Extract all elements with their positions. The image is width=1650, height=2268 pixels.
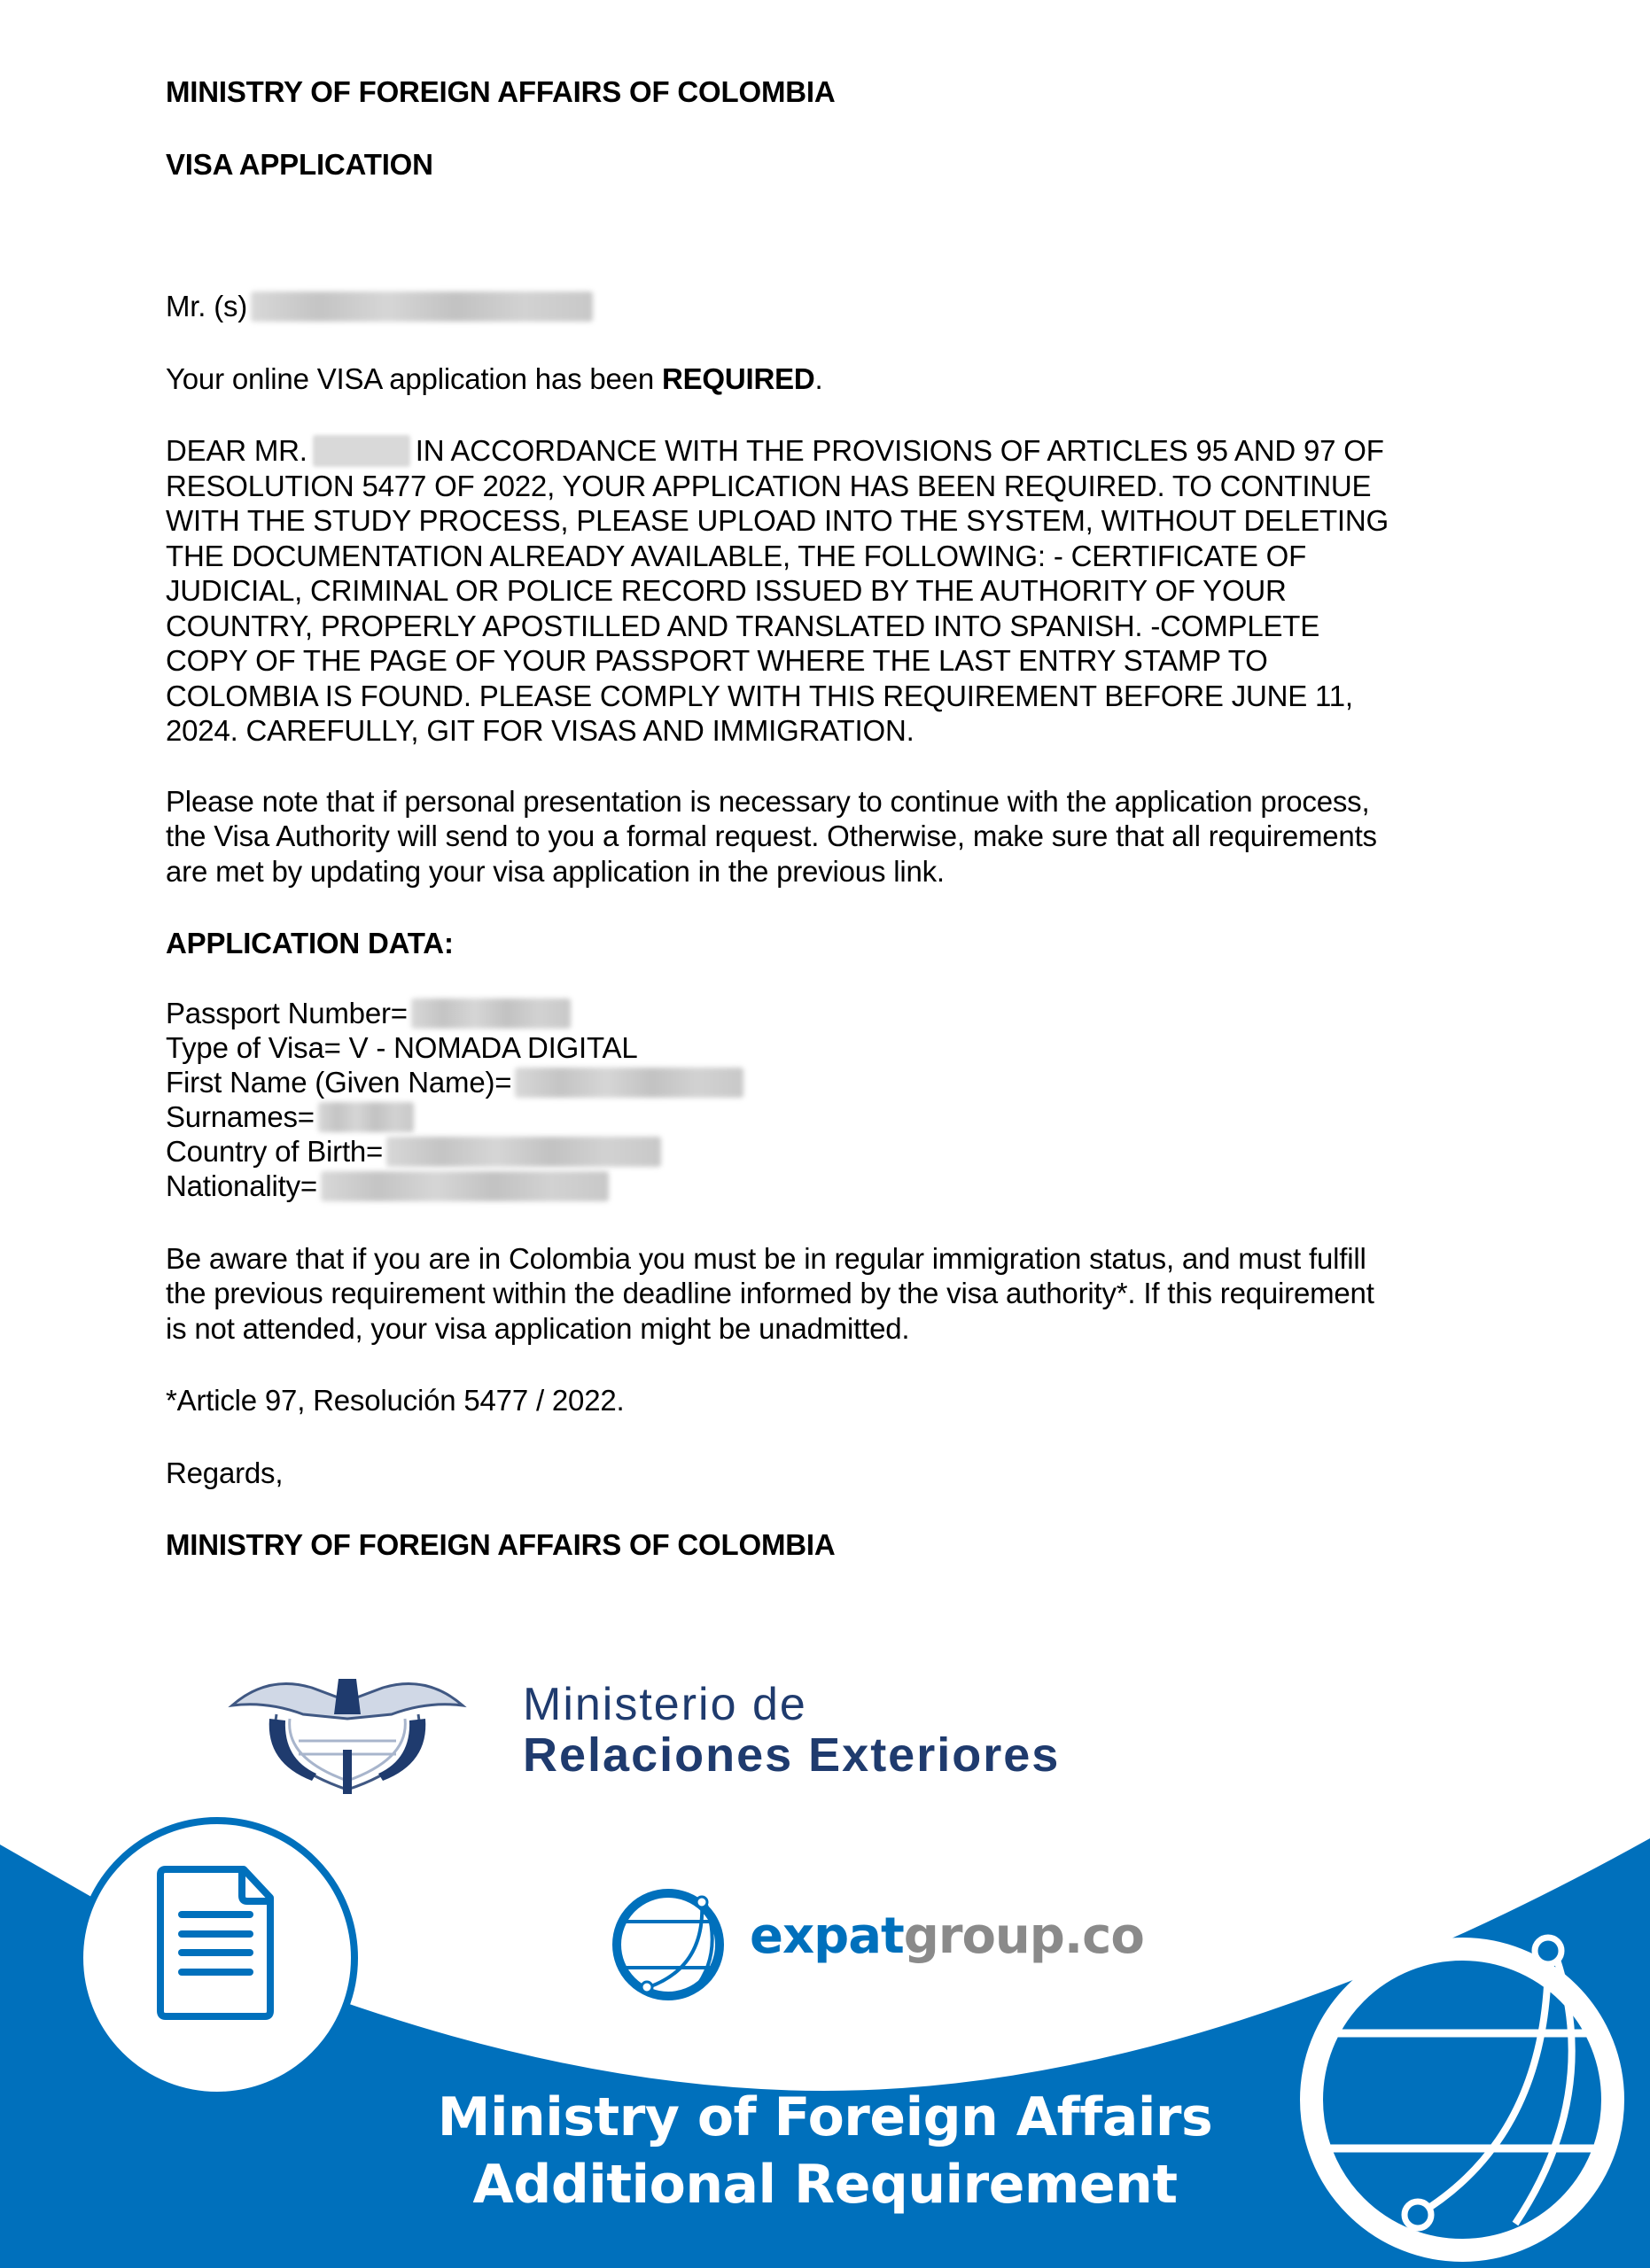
application-data-list	[166, 997, 1459, 1204]
note-line: the Visa Authority will send to you a formal request. Otherwise, make sure that all requirements	[166, 819, 1377, 852]
redacted-value	[515, 1068, 743, 1098]
field-country-of-birth	[166, 1135, 1459, 1169]
note-line: are met by updating your visa application in the previous link.	[166, 854, 945, 888]
footnote: *Article 97, Resolución 5477 / 2022.	[166, 1384, 625, 1417]
expat-wordmark-blue: expat	[750, 1907, 904, 1965]
letter-body	[166, 74, 1459, 1563]
banner-title-line-2: Additional Requirement	[472, 2154, 1178, 2216]
requirement-paragraph	[166, 433, 1459, 749]
requirement-line: JUDICIAL, CRIMINAL OR POLICE RECORD ISSUED BY THE AUTHORITY OF YOUR	[166, 574, 1287, 607]
warning-paragraph	[166, 1241, 1459, 1347]
redacted-value	[318, 1102, 414, 1132]
field-label: Type of Visa= V - NOMADA DIGITAL	[166, 1031, 638, 1065]
field-label: Passport Number=	[166, 997, 408, 1030]
requirement-line: COPY OF THE PAGE OF YOUR PASSPORT WHERE THE LAST ENTRY STAMP TO	[166, 644, 1268, 677]
requirement-line: THE DOCUMENTATION ALREADY AVAILABLE, THE FOLLOWING: - CERTIFICATE OF	[166, 539, 1307, 572]
ministry-wordmark	[523, 1679, 1061, 1782]
requirement-text: IN ACCORDANCE WITH THE PROVISIONS OF ARTICLES 95 AND 97 OF	[415, 434, 1384, 467]
application-data-heading: APPLICATION DATA:	[166, 927, 454, 959]
note-line: Please note that if personal presentation is necessary to continue with the application process,	[166, 784, 1370, 818]
signature: MINISTRY OF FOREIGN AFFAIRS OF COLOMBIA	[166, 1528, 836, 1561]
salutation	[166, 289, 1459, 324]
warning-line: Be aware that if you are in Colombia you must be in regular immigration status, and must fulfill	[166, 1241, 1366, 1275]
warning-line: the previous requirement within the deadline informed by the visa authority*. If this requirement	[166, 1277, 1374, 1309]
field-label: Country of Birth=	[166, 1135, 384, 1169]
ministry-line-2: Relaciones Exteriores	[523, 1728, 1061, 1782]
salutation-prefix: Mr. (s)	[166, 290, 248, 322]
expat-globe-icon	[608, 1883, 732, 2007]
field-label: Surnames=	[166, 1100, 315, 1134]
status-prefix: Your online VISA application has been	[166, 361, 662, 395]
requirement-line: COUNTRY, PROPERLY APOSTILLED AND TRANSLATED INTO SPANISH. -COMPLETE	[166, 609, 1320, 642]
warning-line: is not attended, your visa application might be unadmitted.	[166, 1311, 910, 1345]
requirement-line: 2024. CAREFULLY, GIT FOR VISAS AND IMMIGRATION.	[166, 714, 915, 747]
banner-title	[0, 2084, 1650, 2218]
status-suffix: .	[814, 361, 823, 395]
status-value: REQUIRED	[661, 361, 815, 395]
dear-prefix: DEAR MR.	[166, 434, 307, 467]
redacted-value	[386, 1137, 661, 1167]
redacted-name	[251, 291, 593, 322]
requirement-line: COLOMBIA IS FOUND. PLEASE COMPLY WITH THIS REQUIREMENT BEFORE JUNE 11,	[166, 679, 1353, 712]
field-nationality	[166, 1169, 1459, 1204]
header-title: MINISTRY OF FOREIGN AFFAIRS OF COLOMBIA	[166, 75, 836, 108]
document-subtitle: VISA APPLICATION	[166, 147, 433, 181]
expat-wordmark	[750, 1907, 1144, 1965]
redacted-value	[321, 1171, 609, 1201]
requirement-line: RESOLUTION 5477 OF 2022, YOUR APPLICATION HAS BEEN REQUIRED. TO CONTINUE	[166, 469, 1372, 502]
field-label: Nationality=	[166, 1169, 317, 1203]
redacted-value	[411, 998, 571, 1029]
requirement-line-1	[166, 433, 1459, 469]
field-surnames	[166, 1100, 1459, 1135]
field-visa-type	[166, 1031, 1459, 1066]
document-icon	[75, 1807, 377, 2109]
field-passport-number	[166, 997, 1459, 1031]
field-label: First Name (Given Name)=	[166, 1066, 512, 1099]
coat-of-arms-icon	[214, 1666, 480, 1798]
requirement-line: WITH THE STUDY PROCESS, PLEASE UPLOAD INTO THE SYSTEM, WITHOUT DELETING	[166, 504, 1389, 537]
expatgroup-logo	[608, 1883, 1144, 2007]
field-first-name	[166, 1066, 1459, 1100]
note-paragraph	[166, 784, 1459, 889]
status-line	[166, 361, 1459, 397]
ministry-logo	[214, 1666, 1428, 1798]
banner-title-line-1: Ministry of Foreign Affairs	[437, 2086, 1213, 2148]
closing: Regards,	[166, 1456, 284, 1489]
redacted-surname	[313, 435, 410, 467]
expat-wordmark-grey: group.co	[903, 1907, 1144, 1965]
ministry-line-1: Ministerio de	[523, 1679, 807, 1730]
